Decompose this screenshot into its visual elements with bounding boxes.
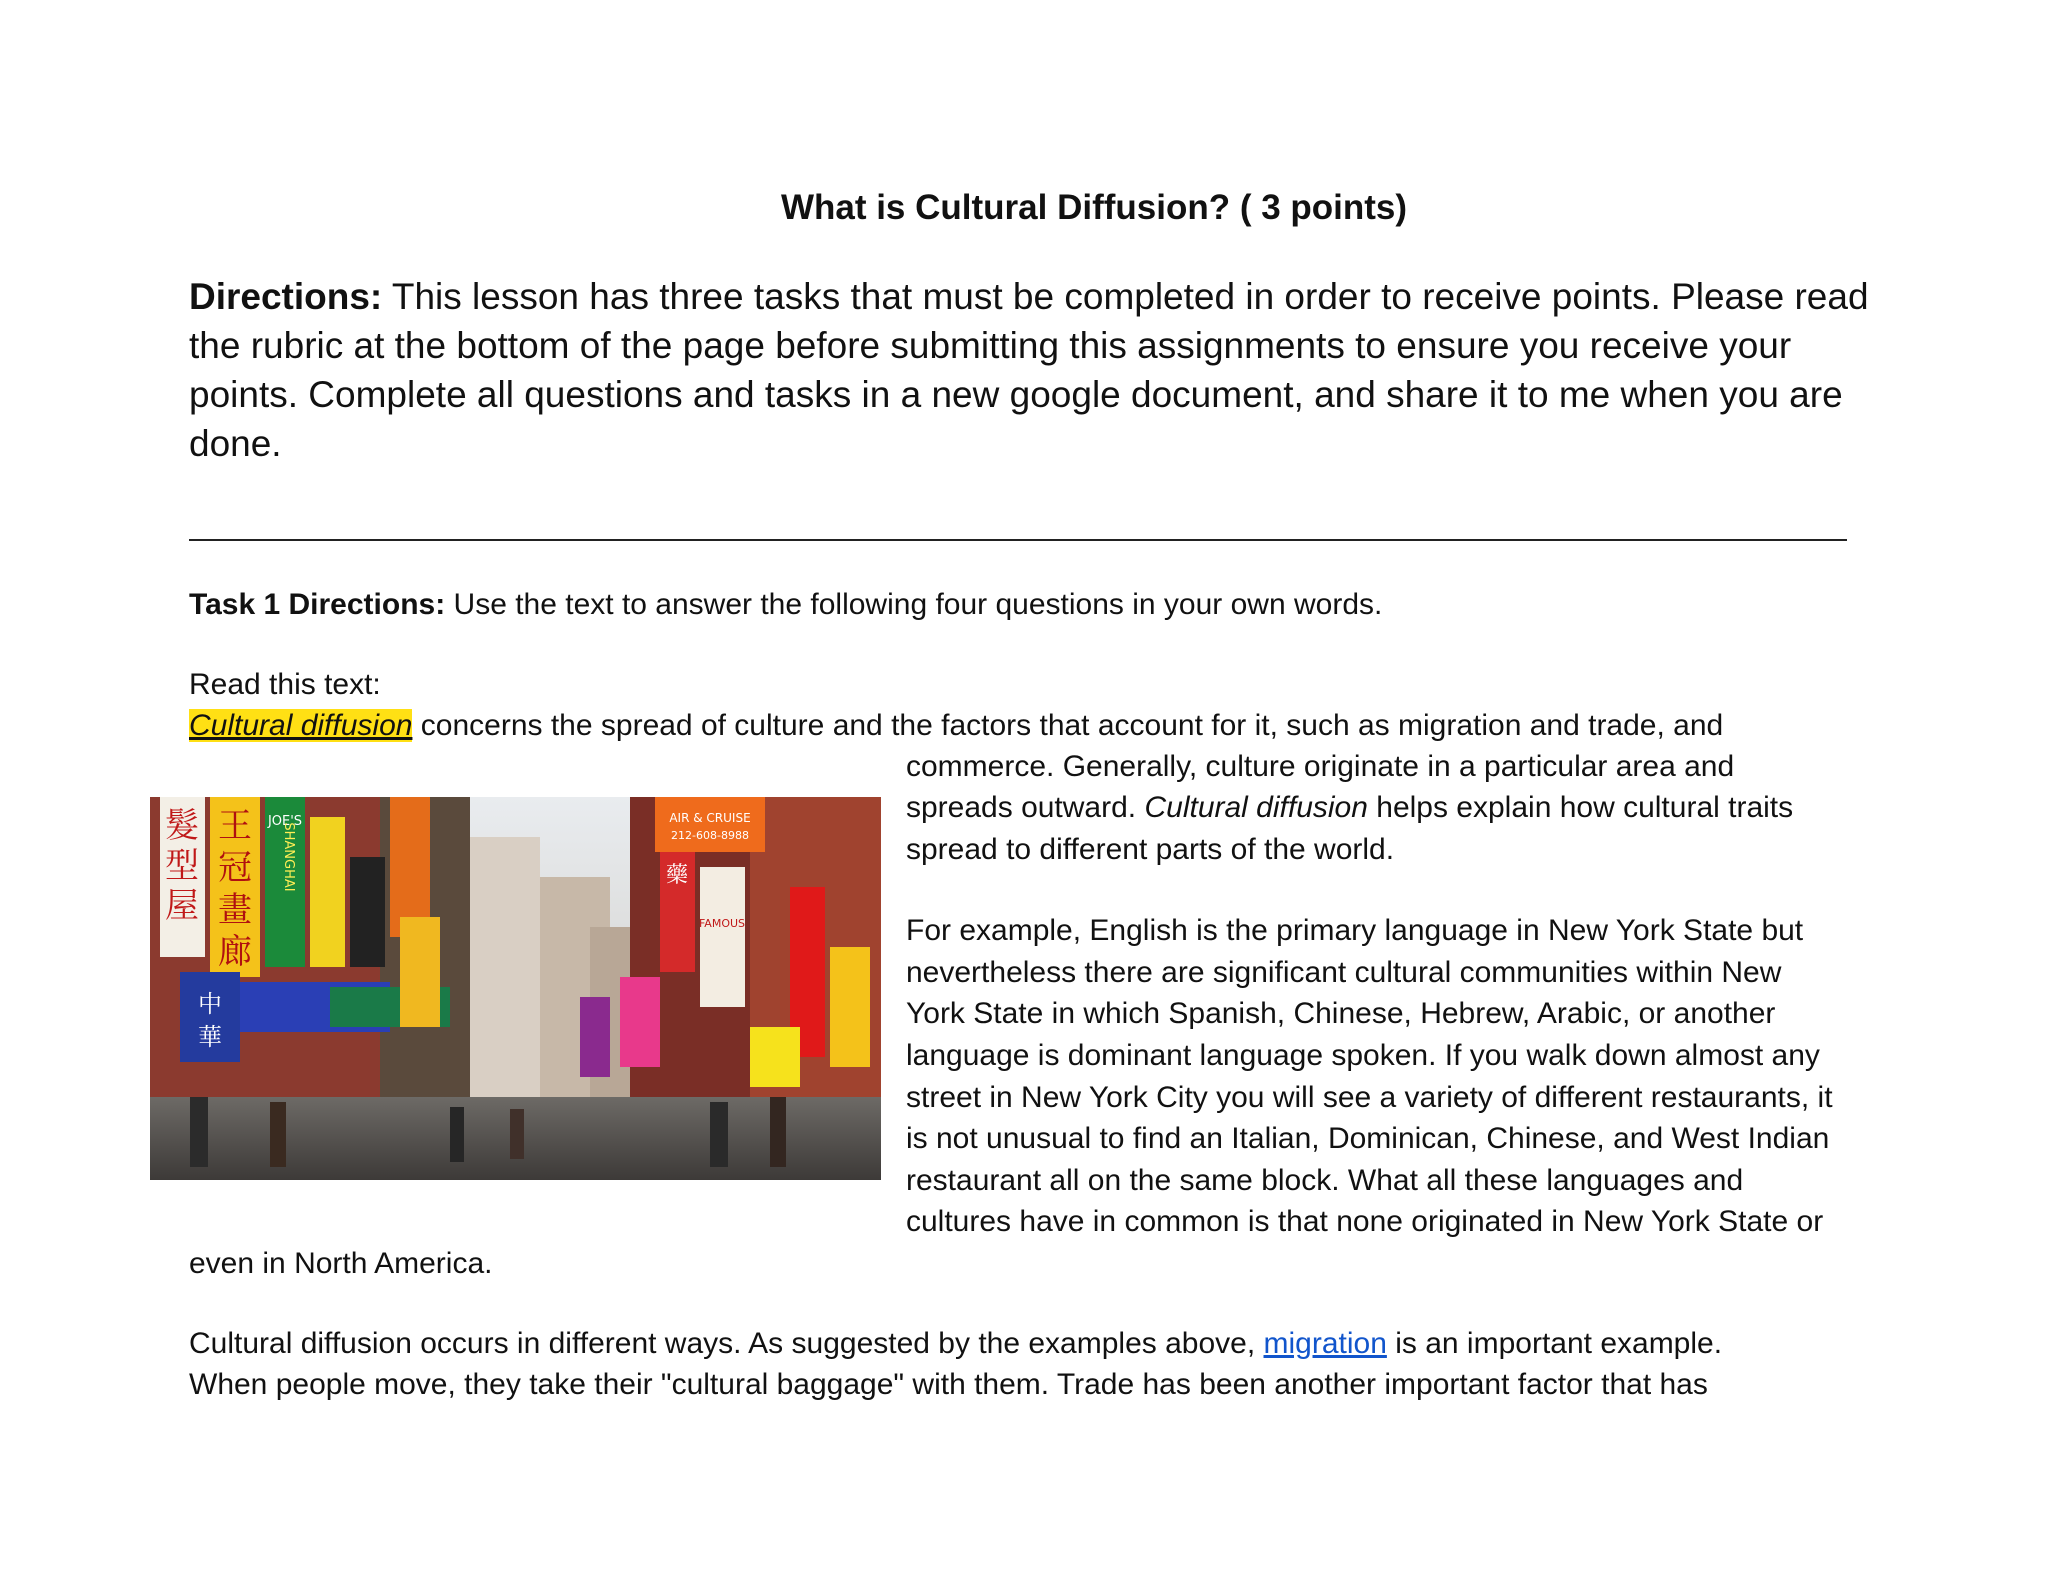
page-title: What is Cultural Diffusion? ( 3 points) [780, 188, 1408, 227]
para2-line: York State in which Spanish, Chinese, Hebrew, Arabic, or another [906, 997, 1776, 1030]
svg-text:中: 中 [198, 990, 222, 1018]
svg-text:SHANGHAI: SHANGHAI [281, 822, 296, 892]
para1-line3: spreads outward. Cultural diffusion helps explain how cultural traits [906, 791, 1794, 824]
read-text-label: Read this text: [189, 668, 381, 701]
para2-last-line: even in North America. [189, 1247, 493, 1280]
para1-line4: spread to different parts of the world. [906, 833, 1395, 866]
svg-text:藥: 藥 [665, 863, 689, 888]
svg-text:FAMOUS: FAMOUS [698, 917, 746, 930]
para1-line1: Cultural diffusion concerns the spread of culture and the factors that account for it, such as migration and trade, and [189, 709, 1724, 742]
highlighted-term: Cultural diffusion [189, 709, 413, 742]
svg-text:髮: 髮 [165, 806, 199, 846]
task1-text: Use the text to answer the following four questions in your own words. [445, 588, 1383, 621]
svg-text:廊: 廊 [218, 932, 252, 972]
para3-line2: When people move, they take their "cultural baggage" with them. Trade has been another important factor that has [189, 1368, 1708, 1401]
para2-line: is not unusual to find an Italian, Dominican, Chinese, and West Indian [906, 1122, 1830, 1155]
horizontal-divider [189, 539, 1847, 541]
svg-text:型: 型 [165, 846, 199, 886]
para2-line: nevertheless there are significant cultural communities within New [906, 956, 1782, 989]
directions-text: This lesson has three tasks that must be completed in order to receive points. Please read the rubric at the bottom of the page before submitting this assignments to ensure you receive your points. Complete all questions and tasks in a new google document, and share it to me when you are done. [189, 276, 1869, 464]
para2-line: cultures have in common is that none originated in New York State or [906, 1205, 1824, 1238]
task1-directions [189, 586, 1382, 624]
para2-line: language is dominant language spoken. If you walk down almost any [906, 1039, 1820, 1072]
para2-line: street in New York City you will see a variety of different restaurants, it [906, 1081, 1833, 1114]
svg-text:華: 華 [198, 1023, 222, 1051]
chinatown-street-photo [150, 797, 881, 1180]
directions-paragraph [189, 272, 1869, 468]
svg-text:JOE'S: JOE'S [267, 814, 303, 829]
svg-text:畫: 畫 [218, 890, 252, 930]
svg-text:屋: 屋 [165, 886, 199, 926]
svg-text:王: 王 [218, 806, 252, 846]
svg-text:冠: 冠 [218, 848, 252, 888]
para3-line1: Cultural diffusion occurs in different ways. As suggested by the examples above, migration is an important example. [189, 1327, 1723, 1360]
svg-text:212-608-8988: 212-608-8988 [671, 829, 749, 842]
directions-label: Directions: [189, 276, 383, 317]
task1-label: Task 1 Directions: [189, 588, 446, 621]
para2-line: restaurant all on the same block. What all these languages and [906, 1164, 1744, 1197]
para1-line2: commerce. Generally, culture originate in a particular area and [906, 750, 1735, 783]
svg-text:AIR & CRUISE: AIR & CRUISE [669, 811, 751, 825]
migration-link[interactable]: migration [1263, 1327, 1387, 1360]
para2-line: For example, English is the primary language in New York State but [906, 914, 1804, 947]
